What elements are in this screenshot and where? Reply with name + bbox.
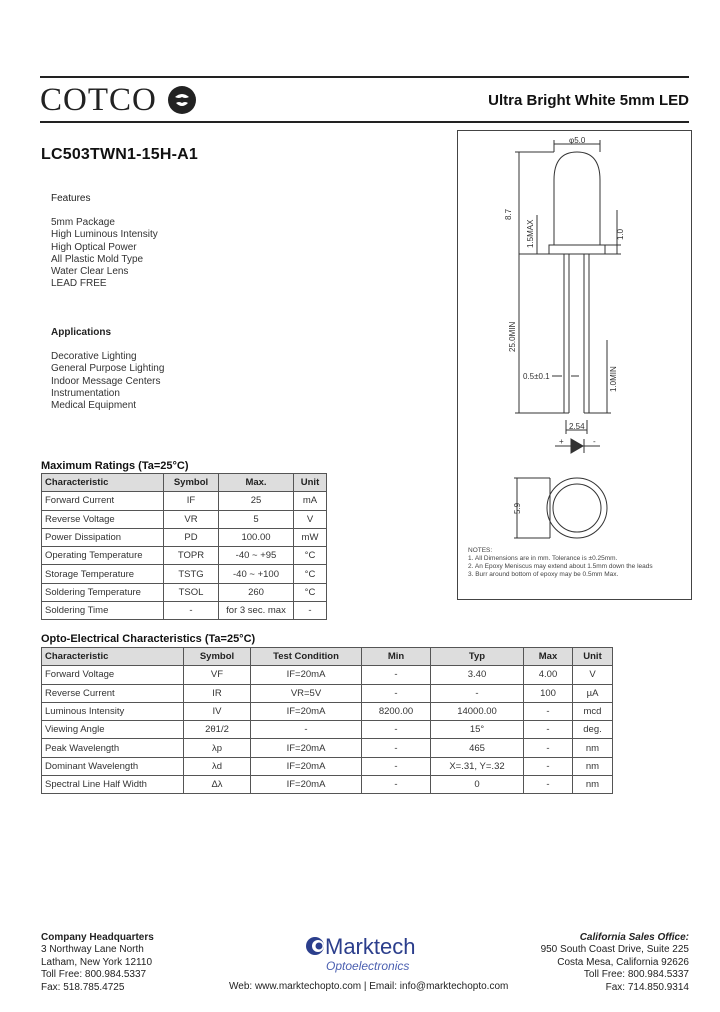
marktech-brand-name: Marktech	[325, 934, 416, 959]
table-cell: -	[362, 684, 431, 702]
column-header: Max.	[219, 474, 294, 492]
table-cell: 14000.00	[431, 702, 524, 720]
dim-label: 2.54	[569, 422, 585, 431]
table-cell: -	[362, 721, 431, 739]
table-cell: -	[524, 702, 573, 720]
table-row	[42, 492, 327, 510]
table-cell: mcd	[573, 702, 613, 720]
table-cell: -	[524, 721, 573, 739]
dim-label: 25.0MIN	[508, 321, 517, 352]
list-item: Medical Equipment	[51, 400, 137, 412]
address-line: 950 South Coast Drive, Suite 225	[540, 944, 689, 956]
table-cell: -	[164, 602, 219, 620]
table-cell: 260	[219, 583, 294, 601]
table-cell: -	[251, 721, 362, 739]
table-cell: -40 ~ +100	[219, 565, 294, 583]
column-header: Typ	[431, 648, 524, 666]
list-item: Instrumentation	[51, 387, 120, 399]
applications-heading: Applications	[51, 327, 112, 338]
table-cell: V	[573, 666, 613, 684]
table-row	[42, 666, 613, 684]
fax-line: Fax: 518.785.4725	[41, 981, 125, 993]
table-cell: Dominant Wavelength	[42, 757, 184, 775]
table-row	[42, 739, 613, 757]
phone-line: Toll Free: 800.984.5337	[41, 969, 147, 981]
table-cell: deg.	[573, 721, 613, 739]
table-cell: Storage Temperature	[42, 565, 164, 583]
column-header: Unit	[294, 474, 327, 492]
table-cell: IF=20mA	[251, 702, 362, 720]
web-email-line[interactable]: Web: www.marktechopto.com | Email: info@marktechopto.com	[229, 981, 509, 992]
table-cell: IV	[184, 702, 251, 720]
features-list	[51, 217, 158, 291]
table-cell: IR	[184, 684, 251, 702]
table-row	[42, 702, 613, 720]
dim-label: 5.9	[513, 502, 522, 514]
dim-label: 8.7	[504, 208, 513, 220]
list-item: Decorative Lighting	[51, 351, 137, 362]
note-line: NOTES:	[468, 547, 493, 554]
features-heading: Features	[51, 193, 91, 204]
table-cell: 15°	[431, 721, 524, 739]
list-item: High Luminous Intensity	[51, 229, 158, 241]
table-cell: Soldering Time	[42, 602, 164, 620]
ca-address	[541, 932, 689, 994]
table-cell: -	[294, 602, 327, 620]
table-row	[42, 510, 327, 528]
table-cell: V	[294, 510, 327, 528]
table-cell: Spectral Line Half Width	[42, 776, 184, 794]
table-cell: Viewing Angle	[42, 721, 184, 739]
list-item: Water Clear Lens	[51, 266, 129, 278]
led-lens-outline	[554, 152, 600, 245]
table-cell: 3.40	[431, 666, 524, 684]
table-row	[42, 528, 327, 546]
dim-label: 0.5±0.1	[523, 372, 550, 381]
mechanical-drawing	[457, 130, 690, 598]
fax-line: Fax: 714.850.9314	[605, 981, 689, 993]
list-item: General Purpose Lighting	[51, 363, 165, 375]
table-cell: VR	[164, 510, 219, 528]
table-cell: -	[524, 739, 573, 757]
table-cell: VR=5V	[251, 684, 362, 702]
table-cell: °C	[294, 547, 327, 565]
table-cell: nm	[573, 757, 613, 775]
table-cell: 4.00	[524, 666, 573, 684]
led-top-view-outline	[547, 478, 607, 538]
dim-label: 1.0	[616, 228, 625, 240]
table-row	[42, 757, 613, 775]
table-cell: Forward Current	[42, 492, 164, 510]
table-cell: λd	[184, 757, 251, 775]
table-cell: 0	[431, 776, 524, 794]
table-row	[42, 547, 327, 565]
list-item: High Optical Power	[51, 241, 137, 253]
ca-heading: California Sales Office:	[579, 932, 689, 943]
note-line: 1. All Dimensions are in mm. Tolerance is ±0.25mm.	[468, 555, 618, 562]
opto-electrical-title: Opto-Electrical Characteristics (Ta=25°C)	[41, 633, 256, 645]
column-header: Characteristic	[42, 474, 164, 492]
header-bottom-rule	[40, 121, 689, 123]
hq-address	[41, 932, 154, 994]
anode-symbol-label: +	[559, 437, 564, 446]
table-cell: -	[362, 757, 431, 775]
list-item: LEAD FREE	[51, 278, 107, 290]
table-cell: for 3 sec. max	[219, 602, 294, 620]
column-header: Symbol	[164, 474, 219, 492]
table-cell: VF	[184, 666, 251, 684]
table-cell: 2θ1/2	[184, 721, 251, 739]
table-cell: Peak Wavelength	[42, 739, 184, 757]
table-cell: 100	[524, 684, 573, 702]
cathode-symbol-label: -	[593, 437, 596, 446]
max-ratings-table	[41, 473, 327, 620]
table-cell: IF=20mA	[251, 776, 362, 794]
dim-label: φ5.0	[569, 136, 586, 145]
table-cell: -	[524, 776, 573, 794]
table-cell: λp	[184, 739, 251, 757]
marktech-logo-icon	[305, 936, 325, 956]
led-flange	[549, 245, 605, 254]
drawing-notes	[468, 547, 653, 579]
table-cell: Power Dissipation	[42, 528, 164, 546]
dim-label: 1.0MIN	[609, 366, 618, 392]
brand-logo-text: COTCO	[40, 82, 157, 118]
table-cell: TSTG	[164, 565, 219, 583]
table-cell: Reverse Voltage	[42, 510, 164, 528]
note-line: 2. An Epoxy Meniscus may extend about 1.5mm down the leads	[468, 563, 653, 570]
table-cell: -40 ~ +95	[219, 547, 294, 565]
header-top-rule	[40, 76, 689, 78]
list-item: Indoor Message Centers	[51, 375, 161, 387]
column-header: Min	[362, 648, 431, 666]
dim-label: 1.5MAX	[526, 219, 535, 248]
part-number: LC503TWN1-15H-A1	[41, 146, 199, 163]
table-cell: IF=20mA	[251, 666, 362, 684]
table-cell: -	[431, 684, 524, 702]
table-cell: Luminous Intensity	[42, 702, 184, 720]
table-cell: Δλ	[184, 776, 251, 794]
document-title: Ultra Bright White 5mm LED	[488, 92, 689, 109]
table-cell: mA	[294, 492, 327, 510]
column-header: Test Condition	[251, 648, 362, 666]
table-cell: -	[362, 739, 431, 757]
address-line: Latham, New York 12110	[41, 956, 153, 968]
column-header: Unit	[573, 648, 613, 666]
table-cell: Soldering Temperature	[42, 583, 164, 601]
opto-electrical-table	[41, 647, 613, 794]
table-cell: mW	[294, 528, 327, 546]
table-cell: IF=20mA	[251, 739, 362, 757]
table-cell: nm	[573, 739, 613, 757]
table-cell: Operating Temperature	[42, 547, 164, 565]
hq-heading: Company Headquarters	[41, 932, 154, 943]
table-cell: °C	[294, 583, 327, 601]
table-row	[42, 684, 613, 702]
table-cell: 100.00	[219, 528, 294, 546]
table-row	[42, 721, 613, 739]
column-header: Symbol	[184, 648, 251, 666]
table-cell: -	[362, 666, 431, 684]
table-row	[42, 565, 327, 583]
table-cell: °C	[294, 565, 327, 583]
table-header-row	[42, 648, 613, 666]
table-cell: IF=20mA	[251, 757, 362, 775]
table-cell: Reverse Current	[42, 684, 184, 702]
table-cell: TSOL	[164, 583, 219, 601]
address-line: Costa Mesa, California 92626	[557, 956, 689, 968]
column-header: Characteristic	[42, 648, 184, 666]
table-row	[42, 583, 327, 601]
table-header-row	[42, 474, 327, 492]
applications-list	[51, 351, 164, 412]
column-header: Max	[524, 648, 573, 666]
table-cell: Forward Voltage	[42, 666, 184, 684]
table-cell: 465	[431, 739, 524, 757]
table-cell: IF	[164, 492, 219, 510]
list-item: 5mm Package	[51, 217, 115, 228]
table-cell: PD	[164, 528, 219, 546]
table-cell: X=.31, Y=.32	[431, 757, 524, 775]
marktech-brand-subtitle: Optoelectronics	[326, 959, 410, 973]
table-cell: -	[362, 776, 431, 794]
note-line: 3. Burr around bottom of epoxy may be 0.5mm Max.	[468, 571, 619, 578]
table-cell: 8200.00	[362, 702, 431, 720]
table-cell: nm	[573, 776, 613, 794]
table-row	[42, 776, 613, 794]
list-item: All Plastic Mold Type	[51, 253, 144, 265]
table-cell: TOPR	[164, 547, 219, 565]
address-line: 3 Northway Lane North	[41, 944, 144, 956]
table-cell: µA	[573, 684, 613, 702]
brand-logo-icon	[167, 85, 197, 115]
table-row	[42, 602, 327, 620]
table-cell: 5	[219, 510, 294, 528]
table-cell: -	[524, 757, 573, 775]
max-ratings-title: Maximum Ratings (Ta=25°C)	[41, 460, 189, 472]
phone-line: Toll Free: 800.984.5337	[583, 969, 689, 981]
table-cell: 25	[219, 492, 294, 510]
